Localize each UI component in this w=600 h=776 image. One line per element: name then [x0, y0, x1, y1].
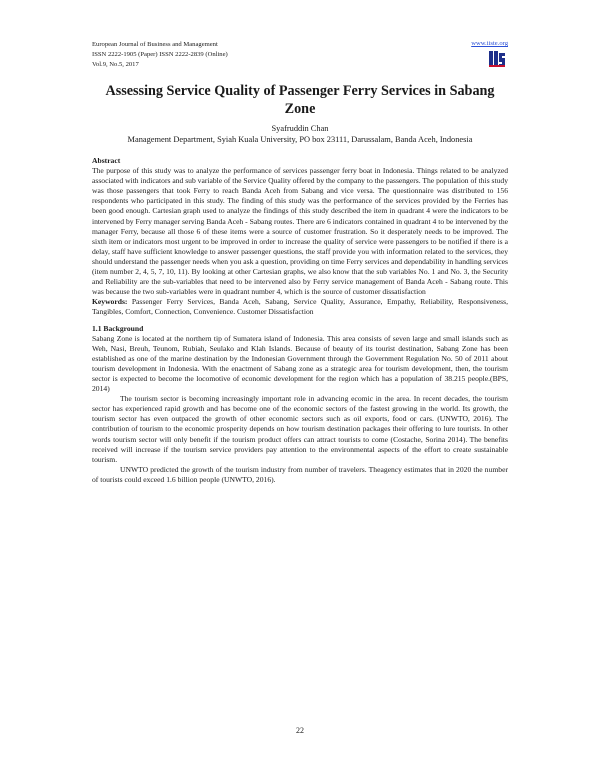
- abstract-heading: Abstract: [92, 156, 121, 165]
- keywords-line: [92, 297, 508, 317]
- paper-title: Assessing Service Quality of Passenger Ferry Services in Sabang Zone: [105, 83, 495, 117]
- page-number: 22: [296, 726, 304, 735]
- abstract-text: The purpose of this study was to analyze the performance of services passenger ferry boat in Indonesia. Things related to be analyzed associated with indicators and sub variable of the Service Quality offered by the company to the passengers. The population of this study was those passengers that took Ferry to reach Banda Aceh from Sabang and vice versa. The questionnaire was distributed to 156 respondents who participated in this study. The finding of this study was the performance of the services provided by the Ferries has been good enough. Cartesian graph used to analyze the findings of this study described the item in quadrant 4 were the indicators to be intervened by Ferry manager serving Banda Aceh - Sabang routes. There are 6 indicators contained in quadrant 4 to be intervened by the manager Ferry, because all those 6 of these items were a source of customer frustration. So it desperately needs to be improved. The sixth item or indicators most urgent to be improved in order to increase the quality of service were passengers to be notified if there is a delay, staff have sufficient knowledge to answer passenger questions, the staff provide you with information related to the services, they should understand the passenger needs when you ask a question, providing on time Ferry services and dependability in handling services (item number 2, 4, 5, 7, 10, 11). By looking at other Cartesian graphs, we also know that the sub variables No. 1 and No. 3, the Security and Reliability are the sub-variables that need to be intervened also by Ferry service management of Banda Aceh - Sabang route. This was because the two sub-variables were in quadrant number 4, which is the source of customer dissatisfaction: [92, 166, 509, 297]
- section-heading: 1.1 Background: [92, 323, 144, 333]
- author-block: [92, 124, 508, 145]
- journal-volume: Vol.9, No.5, 2017: [92, 61, 139, 68]
- journal-issn: ISSN 2222-1905 (Paper) ISSN 2222-2839 (Online): [92, 51, 228, 58]
- paper-body: [92, 156, 508, 485]
- section-paragraph: Sabang Zone is located at the northern tip of Sumatera island of Indonesia. This area consists of seven large and small islands such as Weh, Nasi, Breuh, Teunom, Rubiah, Seulako and Klah Islands. Because of beauty of its tourist destination, Sabang Zone has been established as one of the marine destination by the Indonesian Government through the Government Regulation No. 50 of 2011 about tourism development in Indonesia. With the enactment of Sabang zone as a strategic area for tourism development, then, the tourism sector is expected to become the locomotive of economic development for the region which has a population of 38.215 people.(BPS, 2014): [92, 333, 508, 394]
- author-name: Syafruddin Chan: [271, 124, 329, 133]
- keywords-text: Passenger Ferry Services, Banda Aceh, Sabang, Service Quality, Assurance, Empathy, Reliability, Responsiveness, Tangibles, Comfort, Connection, Convenience. Customer Dissatisfaction: [92, 297, 508, 317]
- author-affiliation: Management Department, Syiah Kuala University, PO box 23111, Darussalam, Banda Aceh, Indonesia: [127, 134, 473, 144]
- section-paragraph: UNWTO predicted the growth of the tourism industry from number of travelers. Theagency estimates that in 2020 the number of tourists could exceed 1.6 billion people (UNWTO, 2016).: [92, 464, 508, 484]
- iiste-logo-icon: [488, 50, 506, 68]
- website-link[interactable]: www.iiste.org: [471, 40, 508, 47]
- journal-name: European Journal of Business and Management: [92, 41, 218, 48]
- section-paragraph: The tourism sector is becoming increasingly important role in advancing ecomic in the area. In recent decades, the tourism sector has experienced rapid growth and has become one of the economic sectors of the fastest growing in the world. Its growth, the tourism sector has even outpaced the growth of other economic sectors such as oil exports, food or cars. (UNWTO, 2016). The contribution of tourism to the economic prosperity depends on how tourism destination packages their offering to lure tourists. In other words tourism sector will only benefit if the tourism product offers can attract tourists to come (Costache, Sorina 2014). The benefits received will increase if the tourism service providers pay attention to the environmental aspects of the effort to create sustainable tourism.: [92, 394, 508, 464]
- keywords-label: Keywords:: [92, 297, 128, 307]
- journal-header: [92, 40, 228, 70]
